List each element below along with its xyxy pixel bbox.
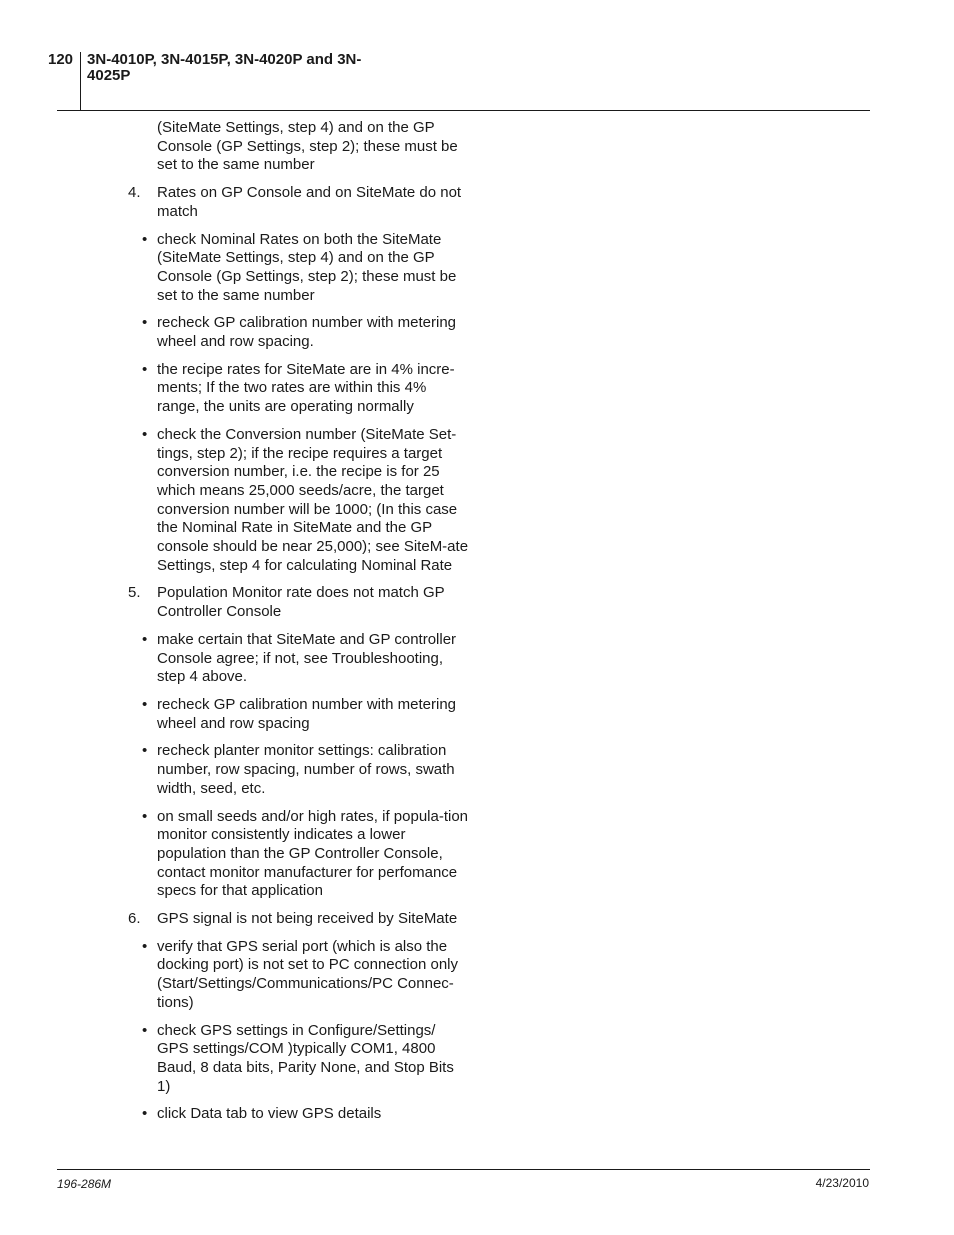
- bullet-text: recheck GP calibration number with metering wheel and row spacing.: [157, 314, 457, 351]
- footer-rule: [57, 1169, 870, 1170]
- item-number: 6.: [128, 910, 141, 928]
- document-date: 4/23/2010: [815, 1176, 869, 1190]
- numbered-item-4: [126, 184, 471, 221]
- bullet-item: [142, 938, 471, 1013]
- bullet-icon: •: [142, 425, 148, 443]
- item-heading: GPS signal is not being received by SiteMate: [157, 910, 458, 928]
- troubleshooting-content: [126, 119, 471, 1133]
- document-number: 196-286M: [57, 1177, 112, 1191]
- bullet-icon: •: [142, 742, 148, 760]
- item-number: 4.: [128, 184, 141, 202]
- bullet-item: [142, 1105, 471, 1124]
- bullet-icon: •: [142, 1105, 148, 1123]
- bullet-text: click Data tab to view GPS details: [157, 1105, 382, 1123]
- page-header: [48, 52, 387, 110]
- bullet-text: recheck GP calibration number with metering wheel and row spacing: [157, 695, 457, 732]
- bullet-item: [142, 1022, 471, 1097]
- bullet-item: [142, 742, 471, 798]
- bullet-icon: •: [142, 314, 148, 332]
- bullet-item: [142, 314, 471, 351]
- continued-text: (SiteMate Settings, step 4) and on the GP Console (GP Settings, step 2); these must be set to the same number: [157, 119, 458, 174]
- bullet-text: recheck planter monitor settings: calibration number, row spacing, number of rows, swath width, seed, etc.: [157, 742, 455, 797]
- bullet-text: on small seeds and/or high rates, if popula-tion monitor consistently indicates a lower population than the GP Controller Console, contact monitor manufacturer for perfomance specs for that application: [157, 807, 469, 900]
- item-heading: Population Monitor rate does not match GP Controller Console: [157, 584, 445, 621]
- bullet-icon: •: [142, 230, 148, 248]
- bullet-icon: •: [142, 1021, 148, 1039]
- bullet-item: [142, 631, 471, 687]
- bullet-icon: •: [142, 360, 148, 378]
- bullet-text: check Nominal Rates on both the SiteMate (SiteMate Settings, step 4) and on the GP Console (Gp Settings, step 2); these must be set to the same number: [157, 230, 457, 304]
- bullet-icon: •: [142, 807, 148, 825]
- header-rule: [57, 110, 870, 111]
- bullet-icon: •: [142, 695, 148, 713]
- bullet-text: make certain that SiteMate and GP controller Console agree; if not, see Troubleshooting, step 4 above.: [157, 630, 457, 686]
- bullet-item: [142, 426, 471, 576]
- bullet-icon: •: [142, 630, 148, 648]
- item-heading: Rates on GP Console and on SiteMate do not match: [157, 184, 462, 220]
- bullet-text: check GPS settings in Configure/Settings/ GPS settings/COM )typically COM1, 4800 Baud, 8 data bits, Parity None, and Stop Bits 1): [157, 1021, 454, 1095]
- bullet-text: check the Conversion number (SiteMate Set-tings, step 2); if the recipe requires a target conversion number, i.e. the recipe is for 25 which means 25,000 seeds/acre, the target conversion number will be 1000; (In this case the Nominal Rate in SiteMate and the GP console should be near 25,000); see SiteM-ate Settings, step 4 for calculating Nominal Rate: [157, 425, 469, 574]
- bullet-item: [142, 231, 471, 306]
- bullet-item: [142, 696, 471, 733]
- bullet-item: [142, 808, 471, 902]
- bullet-text: the recipe rates for SiteMate are in 4% incre-ments; If the two rates are within this 4% range, the units are operating normally: [157, 360, 455, 416]
- bullet-text: verify that GPS serial port (which is also the docking port) is not set to PC connection only (Start/Settings/Communications/PC Connec-tions): [157, 937, 458, 1011]
- bullet-item: [142, 361, 471, 417]
- item-number: 5.: [128, 584, 141, 602]
- page-number: 120: [48, 51, 74, 68]
- numbered-item-6: [126, 910, 471, 929]
- bullet-icon: •: [142, 937, 148, 955]
- numbered-item-5: [126, 584, 471, 621]
- document-title: 3N-4010P, 3N-4015P, 3N-4020P and 3N-4025P: [87, 51, 362, 84]
